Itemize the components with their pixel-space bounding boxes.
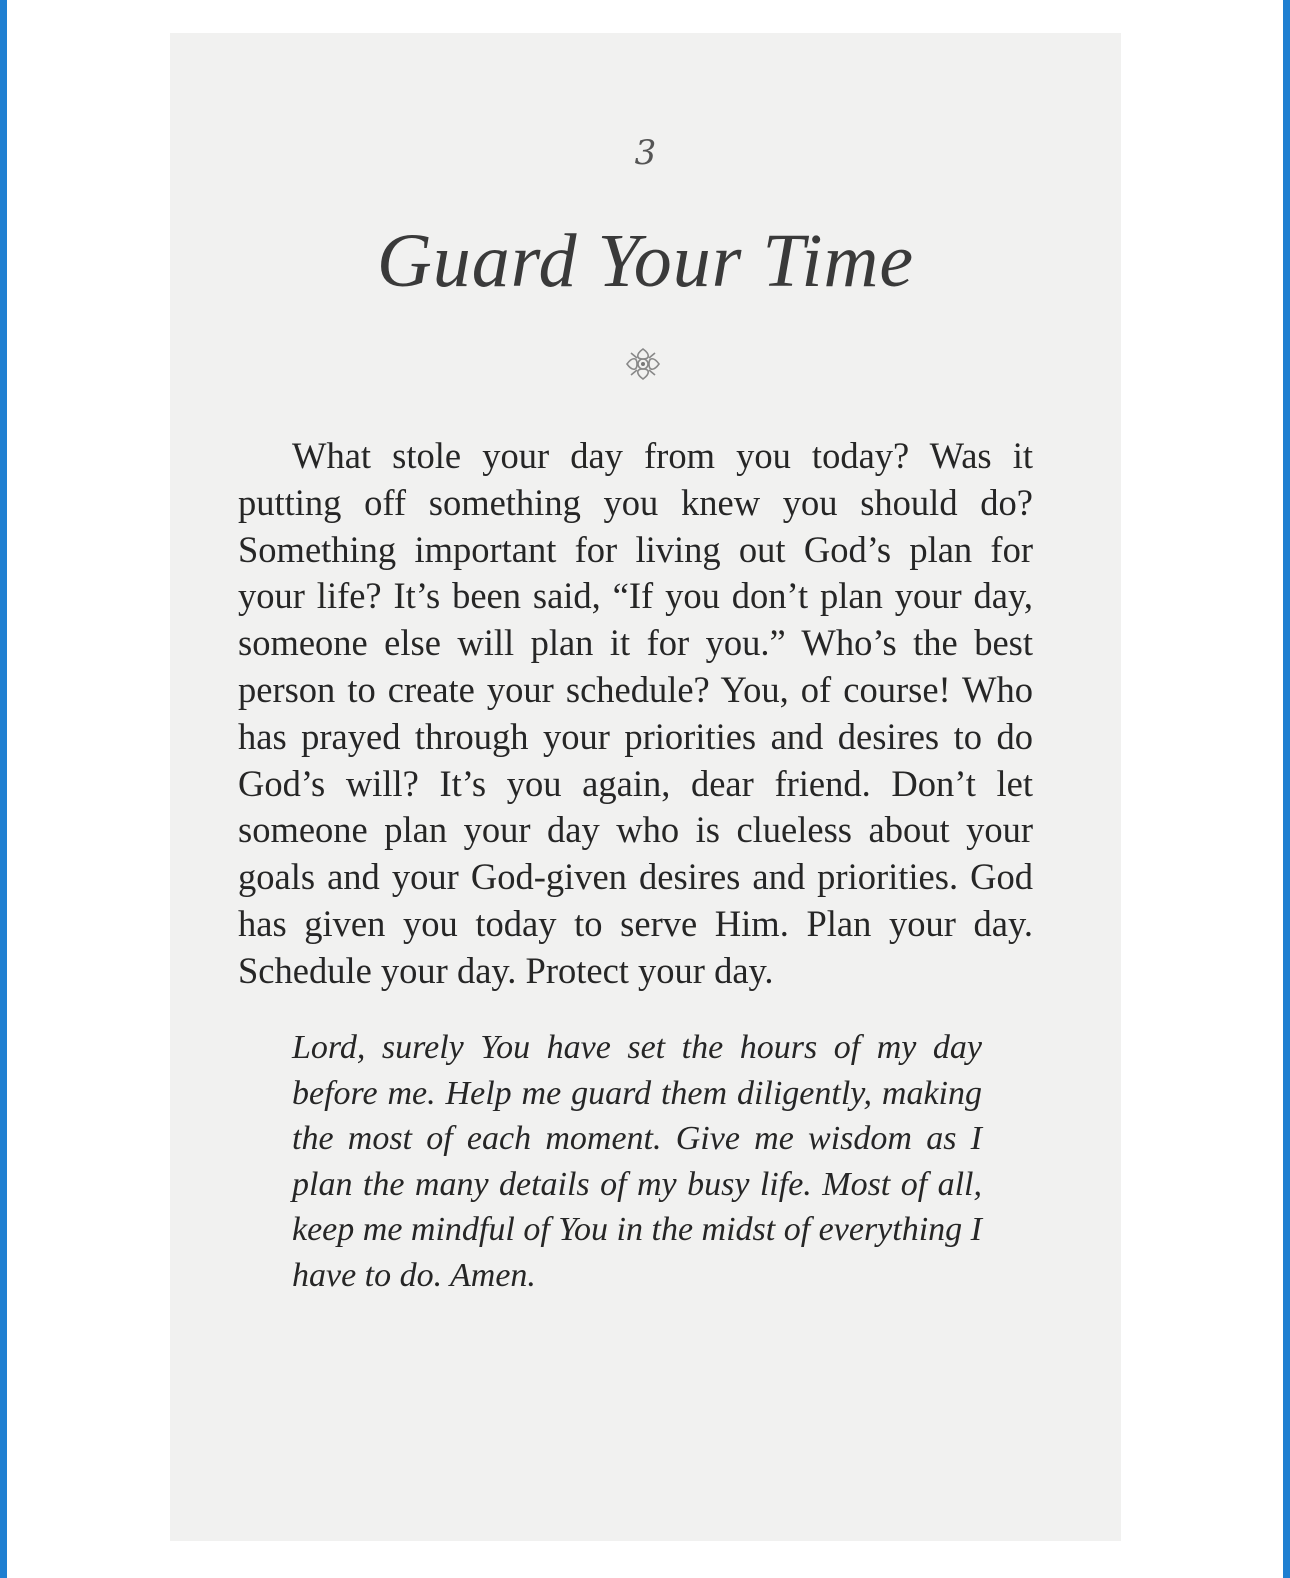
floral-ornament-icon: [622, 345, 664, 383]
frame-border-right: [1283, 0, 1290, 1578]
prayer-paragraph: Lord, surely You have set the hours of my day before me. Help me guard them diligently, making the most of each moment. Give me wisdom as I plan the many details of my busy life. Most of all, keep me mindful of You in the midst of everything I have to do. Amen.: [292, 1029, 982, 1294]
chapter-title: Guard Your Time: [376, 219, 915, 303]
frame-border-left: [0, 0, 7, 1578]
chapter-number: 3: [634, 133, 657, 173]
body-paragraph: What stole your day from you today? Was it putting off something you knew you should do? Something important for living out God’s plan for your life? It’s been said, “If you don’t plan your day, someone else will plan it for you.” Who’s the best person to create your schedule? You, of course! Who has prayed through your priorities and desires to do God’s will? It’s you again, dear friend. Don’t let someone plan your day who is clueless about your goals and your God-given desires and priorities. God has given you today to serve Him. Plan your day. Schedule your day. Protect your day.: [238, 435, 1033, 991]
book-page: [170, 33, 1121, 1541]
